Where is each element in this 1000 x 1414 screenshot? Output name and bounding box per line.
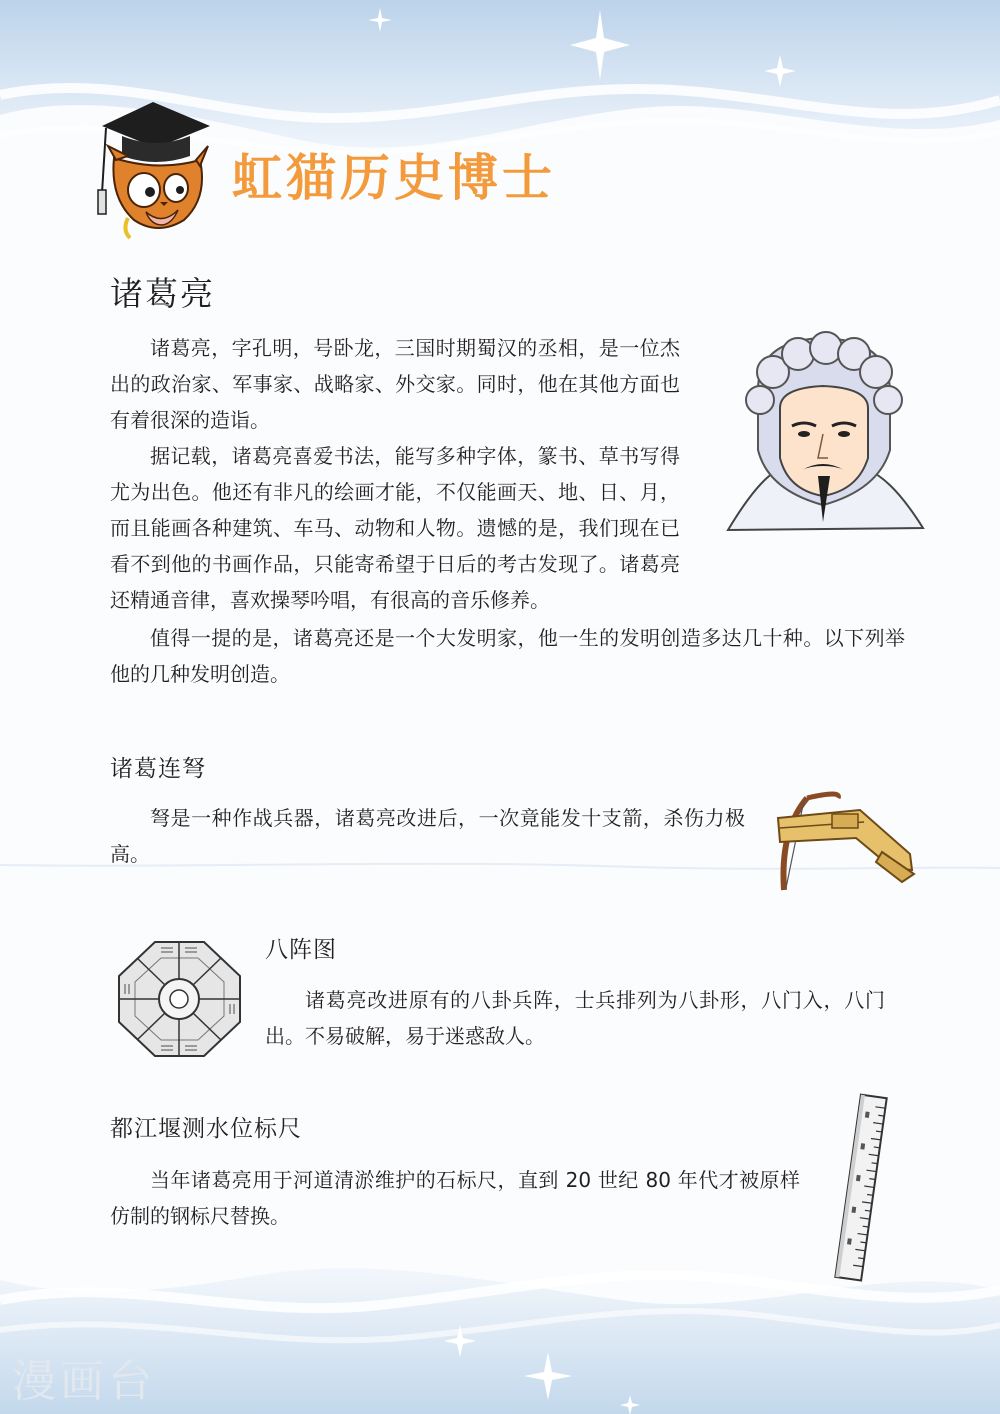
intro-paragraph-3-container	[110, 620, 905, 692]
intro-paragraphs	[110, 330, 680, 618]
water-level-ruler-icon	[818, 1092, 910, 1284]
ruler-text: 当年诸葛亮用于河道清淤维护的石标尺，直到 20 世纪 80 年代才被原样仿制的钢标尺替换。	[110, 1168, 800, 1228]
ruler-title: 都江堰测水位标尺	[110, 1116, 302, 1142]
bazhen-title: 八阵图	[265, 937, 337, 963]
bazhen-diagram-icon	[117, 940, 242, 1058]
bazhen-text: 诸葛亮改进原有的八卦兵阵，士兵排列为八卦形，八门入，八门出。不易破解，易于迷惑敌人。	[265, 988, 885, 1048]
crossbow-text-container	[110, 800, 745, 872]
watermark: 漫画台	[12, 1356, 156, 1407]
bazhen-text-container	[265, 982, 885, 1054]
mascot-cat-doctor-icon	[88, 98, 218, 243]
crossbow-text: 弩是一种作战兵器，诸葛亮改进后，一次竟能发十支箭，杀伤力极高。	[110, 806, 745, 866]
intro-paragraph-2: 据记载，诸葛亮喜爱书法，能写多种字体，篆书、草书写得尤为出色。他还有非凡的绘画才能，不仅能画天、地、日、月，而且能画各种建筑、车马、动物和人物。遗憾的是，我们现在已看不到他的书画作品，只能寄希望于日后的考古发现了。诸葛亮还精通音律，喜欢操琴吟唱，有很高的音乐修养。	[110, 444, 680, 612]
brand-title: 虹猫历史博士	[232, 149, 556, 207]
intro-paragraph-1: 诸葛亮，字孔明，号卧龙，三国时期蜀汉的丞相，是一位杰出的政治家、军事家、战略家、外交家。同时，他在其他方面也有着很深的造诣。	[110, 336, 680, 432]
crossbow-title: 诸葛连弩	[110, 756, 206, 782]
intro-paragraph-3: 值得一提的是，诸葛亮还是一个大发明家，他一生的发明创造多达几十种。以下列举他的几种发明创造。	[110, 626, 905, 686]
article-title: 诸葛亮	[110, 274, 215, 313]
ruler-text-container	[110, 1162, 800, 1234]
zhuge-liang-portrait-icon	[718, 330, 928, 535]
crossbow-icon	[772, 790, 920, 895]
